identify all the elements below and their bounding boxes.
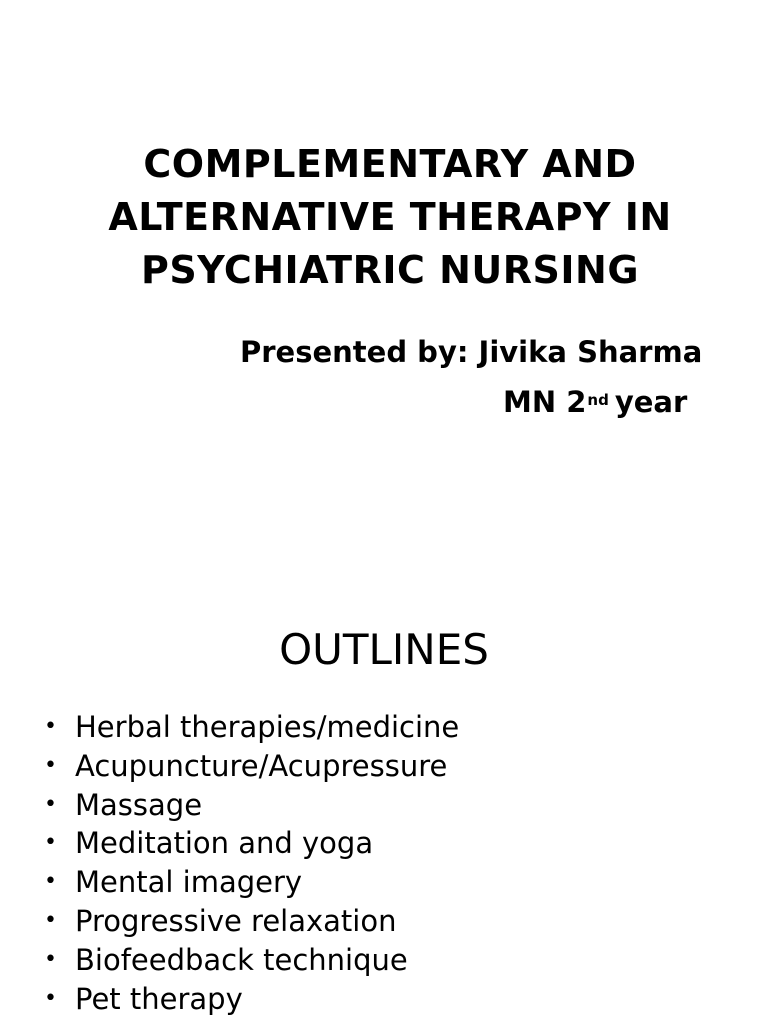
list-item-label: Pet therapy — [75, 981, 243, 1016]
list-item — [44, 980, 459, 1019]
title-line-1: COMPLEMENTARY AND — [143, 142, 637, 186]
list-item — [44, 786, 459, 825]
list-item-label: Massage — [75, 787, 203, 822]
bullet-icon: • — [44, 907, 57, 933]
list-item-label: Mental imagery — [75, 865, 303, 900]
bullet-icon: • — [44, 714, 57, 739]
list-item-label: Herbal therapies/medicine — [75, 710, 460, 744]
outline-heading: OUTLINES — [279, 625, 489, 674]
list-item-label: Meditation and yoga — [75, 826, 374, 861]
program-suffix: year — [614, 385, 688, 419]
list-item — [44, 747, 459, 786]
list-item — [44, 902, 459, 941]
title-line-3: PSYCHIATRIC NURSING — [140, 248, 640, 292]
bullet-icon: • — [44, 869, 57, 895]
slide-title — [40, 138, 740, 297]
program-superscript: nd — [587, 391, 609, 409]
list-item-label: Biofeedback technique — [75, 942, 408, 977]
outline-list — [44, 708, 459, 1018]
bullet-icon: • — [44, 830, 57, 856]
bullet-icon: • — [44, 985, 57, 1011]
list-item — [44, 863, 459, 902]
list-item — [44, 824, 459, 863]
list-item — [44, 941, 459, 980]
bullet-icon: • — [44, 946, 57, 972]
bullet-icon: • — [44, 752, 57, 778]
program-year — [503, 382, 687, 422]
outline-slide — [0, 560, 768, 1024]
list-item — [44, 708, 459, 747]
list-item-label: Acupuncture/Acupressure — [75, 748, 448, 783]
title-line-2: ALTERNATIVE THERAPY IN — [108, 195, 672, 239]
presenter-name: Presented by: Jivika Sharma — [240, 335, 703, 369]
list-item-label: Progressive relaxation — [75, 903, 397, 938]
program-prefix: MN 2 — [503, 385, 587, 419]
bullet-icon: • — [44, 791, 57, 817]
